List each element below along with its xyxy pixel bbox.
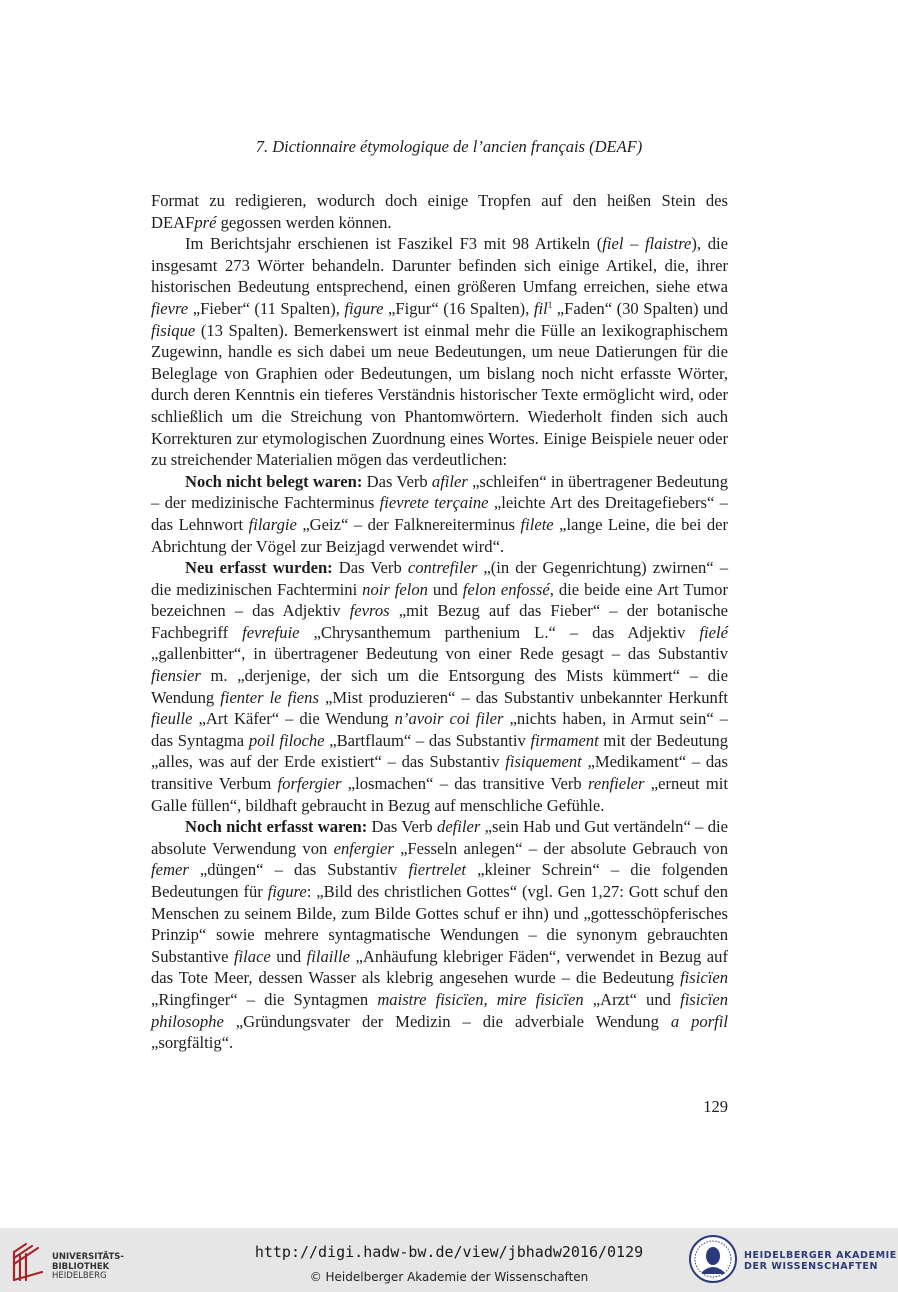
text-run: und <box>427 579 463 599</box>
text-run: „kleiner Schrein“ – die folgenden Bedeutungen für <box>151 860 728 901</box>
text-run: Das Verb <box>367 817 438 837</box>
italic-term: contrefiler <box>407 558 478 578</box>
text-run: (13 Spalten). Bemerkenswert ist einmal mehr die Fülle an lexikographischem Zugewinn, handle es sich dabei um neue Bedeutungen, um neue Datierungen für die Beleglage von Graphien oder Bedeutungen, um bislang noch nicht erfasste Wörter, durch deren Kenntnis ein tieferes Verständnis historischer Texte ermöglicht wird, oder schließlich um die Streichung von Phantomwörtern. Wiederholt finden sich auch Korrekturen zur etymologischen Zuordnung eines Wortes. Einige Beispiele neuer oder zu streichender Materialien mögen das verdeutlichen: <box>151 320 728 470</box>
text-run: „Figur“ (16 Spalten), <box>383 298 534 318</box>
paragraph-2 <box>151 233 728 471</box>
text-run: „gallenbitter“, in übertragener Bedeutung von einer Rede gesagt – das Substantiv <box>151 644 728 664</box>
text-run: Das Verb <box>332 558 408 578</box>
running-head: 7. Dictionnaire étymologique de l’ancien français (DEAF) <box>255 137 643 156</box>
italic-term: noir felon <box>362 579 428 599</box>
text-run: „Anhäufung klebriger Fäden“, verwendet in Bezug auf das Tote Meer, dessen Wasser als klebrig angesehen wurde – die Bedeutung <box>151 946 728 988</box>
italic-term: fil <box>533 298 548 318</box>
italic-term: fienter le fiens <box>220 687 319 707</box>
academy-logo[interactable] <box>688 1234 897 1286</box>
text-run: „erneut mit Galle füllen“, bildhaft gebraucht in Bezug auf menschliche Gefühle. <box>151 774 729 815</box>
text-run: : „Bild des christlichen Gottes“ (vgl. Gen 1,27: Gott schuf den Menschen zu seinem Bilde, zum Bilde Gottes schuf er ihn) und „gottesschöpferisches Prinzip“ sowie mehrere syntagmatische Wendungen – die synonym gebrauchten Substantive <box>151 882 728 966</box>
italic-term: fiel – flaistre <box>602 234 692 254</box>
paragraph-3 <box>151 471 728 557</box>
italic-term: poil filoche <box>248 730 325 750</box>
text-run: „Faden“ (30 Spalten) und <box>552 298 728 318</box>
text-run: Das Verb <box>362 471 432 491</box>
italic-term: defiler <box>437 817 481 837</box>
permalink-url[interactable]: http://digi.hadw-bw.de/view/jbhadw2016/0129 <box>254 1243 644 1261</box>
italic-term: fisiquement <box>505 752 582 772</box>
italic-term: filete <box>520 514 554 534</box>
italic-term: enfergier <box>333 838 394 858</box>
italic-term: figure <box>267 882 307 901</box>
italic-term: femer <box>151 860 189 880</box>
page-number: 129 <box>703 1097 728 1116</box>
text-run: ), die insgesamt 273 Wörter behandeln. Darunter befinden sich einige Artikel, die, ihrer historischen Bedeutung entsprechend, einen größeren Umfang erreichen, siehe etwa <box>151 234 728 297</box>
text-run: „Ringfinger“ – die Syntagmen <box>151 989 378 1009</box>
library-logo-line: HEIDELBERG <box>52 1271 107 1281</box>
italic-term: filargie <box>248 514 297 534</box>
text-run: „Gründungsvater der Medizin – die adverbiale Wendung <box>223 1011 671 1031</box>
text-run: „sein Hab und Gut vertändeln“ – die absolute Verwendung von <box>151 817 728 858</box>
text-run: m. „derjenige, der sich um die Entsorgung des Mists kümmert“ – die Wendung <box>151 666 728 707</box>
italic-term: fievrete terçaine <box>379 493 489 513</box>
italic-term: filace <box>233 946 271 966</box>
bold-lead: Noch nicht belegt waren: <box>185 471 363 491</box>
text-run: „losmachen“ – das transitive Verb <box>341 774 588 794</box>
text-run: „Bartflaum“ – das Substantiv <box>324 730 531 750</box>
italic-term: figure <box>344 298 384 318</box>
text-run: „Mist produzieren“ – das Substantiv unbekannter Herkunft <box>318 687 728 707</box>
italic-term: fisique <box>151 320 196 340</box>
text-run: „sorgfältig“. <box>151 1033 234 1053</box>
italic-term: renfieler <box>587 774 645 794</box>
text-run: „mit Bezug auf das Fieber“ – der botanische Fachbegriff <box>151 601 728 642</box>
text-run: „Fesseln anlegen“ – der absolute Gebrauch von <box>393 838 728 858</box>
academy-logo-line: HEIDELBERGER AKADEMIE <box>744 1250 897 1261</box>
viewer-footer <box>0 1228 898 1292</box>
paragraph-4 <box>151 557 728 816</box>
italic-term: forfergier <box>277 774 342 794</box>
text-run: „Art Käfer“ – die Wendung <box>192 709 395 729</box>
text-run: „Chrysanthemum parthenium L.“ – das Adjektiv <box>299 622 700 642</box>
paragraph-1 <box>151 190 728 233</box>
italic-term: fieulle <box>151 709 193 729</box>
academy-logo-line: DER WISSENSCHAFTEN <box>744 1261 879 1272</box>
italic-term: filaille <box>306 946 350 966</box>
text-run: und <box>270 946 307 966</box>
italic-term: fevros <box>349 601 390 621</box>
text-run: „(in der Gegenrichtung) zwirnen“ – die medizinischen Fachtermini <box>151 558 728 599</box>
body-text <box>151 190 728 1054</box>
italic-term: pré <box>194 212 217 232</box>
text-run: „Geiz“ – der Falknereiterminus <box>296 514 521 534</box>
text-run: , die beide eine Art Tumor bezeichnen – das Adjektiv <box>151 579 728 621</box>
library-logo-line: BIBLIOTHEK <box>52 1261 110 1272</box>
text-run: „düngen“ – das Substantiv <box>188 860 409 880</box>
text-run: „schleifen“ in übertragener Bedeutung – der medizinische Fachterminus <box>151 471 728 513</box>
library-logo-line: UNIVERSITÄTS- <box>52 1252 124 1262</box>
italic-term: n’avoir coi filer <box>394 709 504 729</box>
text-run: Im Berichtsjahr erschienen ist Faszikel F3 mit 98 Artikeln ( <box>185 234 603 254</box>
paragraph-5 <box>151 816 728 1054</box>
italic-term: maistre fisicïen, mire fisicïen <box>377 989 584 1009</box>
text-run: „Medikament“ – das transitive Verbum <box>151 752 728 794</box>
superscript: 1 <box>547 299 553 310</box>
italic-term: fisicïen <box>680 968 728 988</box>
italic-term: fiertrelet <box>408 860 466 880</box>
italic-term: afiler <box>431 471 468 491</box>
text-run: „nichts haben, in Armut sein“ – das Syntagma <box>151 709 728 750</box>
italic-term: fevrefuie <box>242 622 300 642</box>
text-run: mit der Bedeutung „alles, was auf der Erde existiert“ – das Substantiv <box>151 730 729 772</box>
text-run: gegossen werden können. <box>216 212 392 232</box>
text-run: „leichte Art des Dreitagefiebers“ – das Lehnwort <box>151 493 728 534</box>
text-run: „Fieber“ (11 Spalten), <box>188 298 345 318</box>
text-run: „lange Leine, die bei der Abrichtung der Vögel zur Beizjagd verwendet wird“. <box>151 514 729 556</box>
text-run: „Arzt“ und <box>583 989 681 1009</box>
italic-term: fielé <box>699 622 728 642</box>
italic-term: felon enfossé <box>462 579 550 599</box>
academy-logo-text <box>744 1250 897 1272</box>
academy-seal-icon <box>688 1234 738 1284</box>
italic-term: fiensier <box>151 666 201 686</box>
italic-term: firmament <box>530 730 599 750</box>
bold-lead: Noch nicht erfasst waren: <box>185 817 368 837</box>
text-run: Format zu redigieren, wodurch doch einige Tropfen auf den heißen Stein des DEAF <box>151 191 728 232</box>
italic-term: fievre <box>151 298 189 318</box>
bold-lead: Neu erfasst wurden: <box>185 558 333 578</box>
italic-term: fisicïen philosophe <box>151 989 729 1031</box>
italic-term: a porfil <box>670 1011 729 1031</box>
copyright-notice: © Heidelberger Akademie der Wissenschaften <box>309 1270 589 1284</box>
